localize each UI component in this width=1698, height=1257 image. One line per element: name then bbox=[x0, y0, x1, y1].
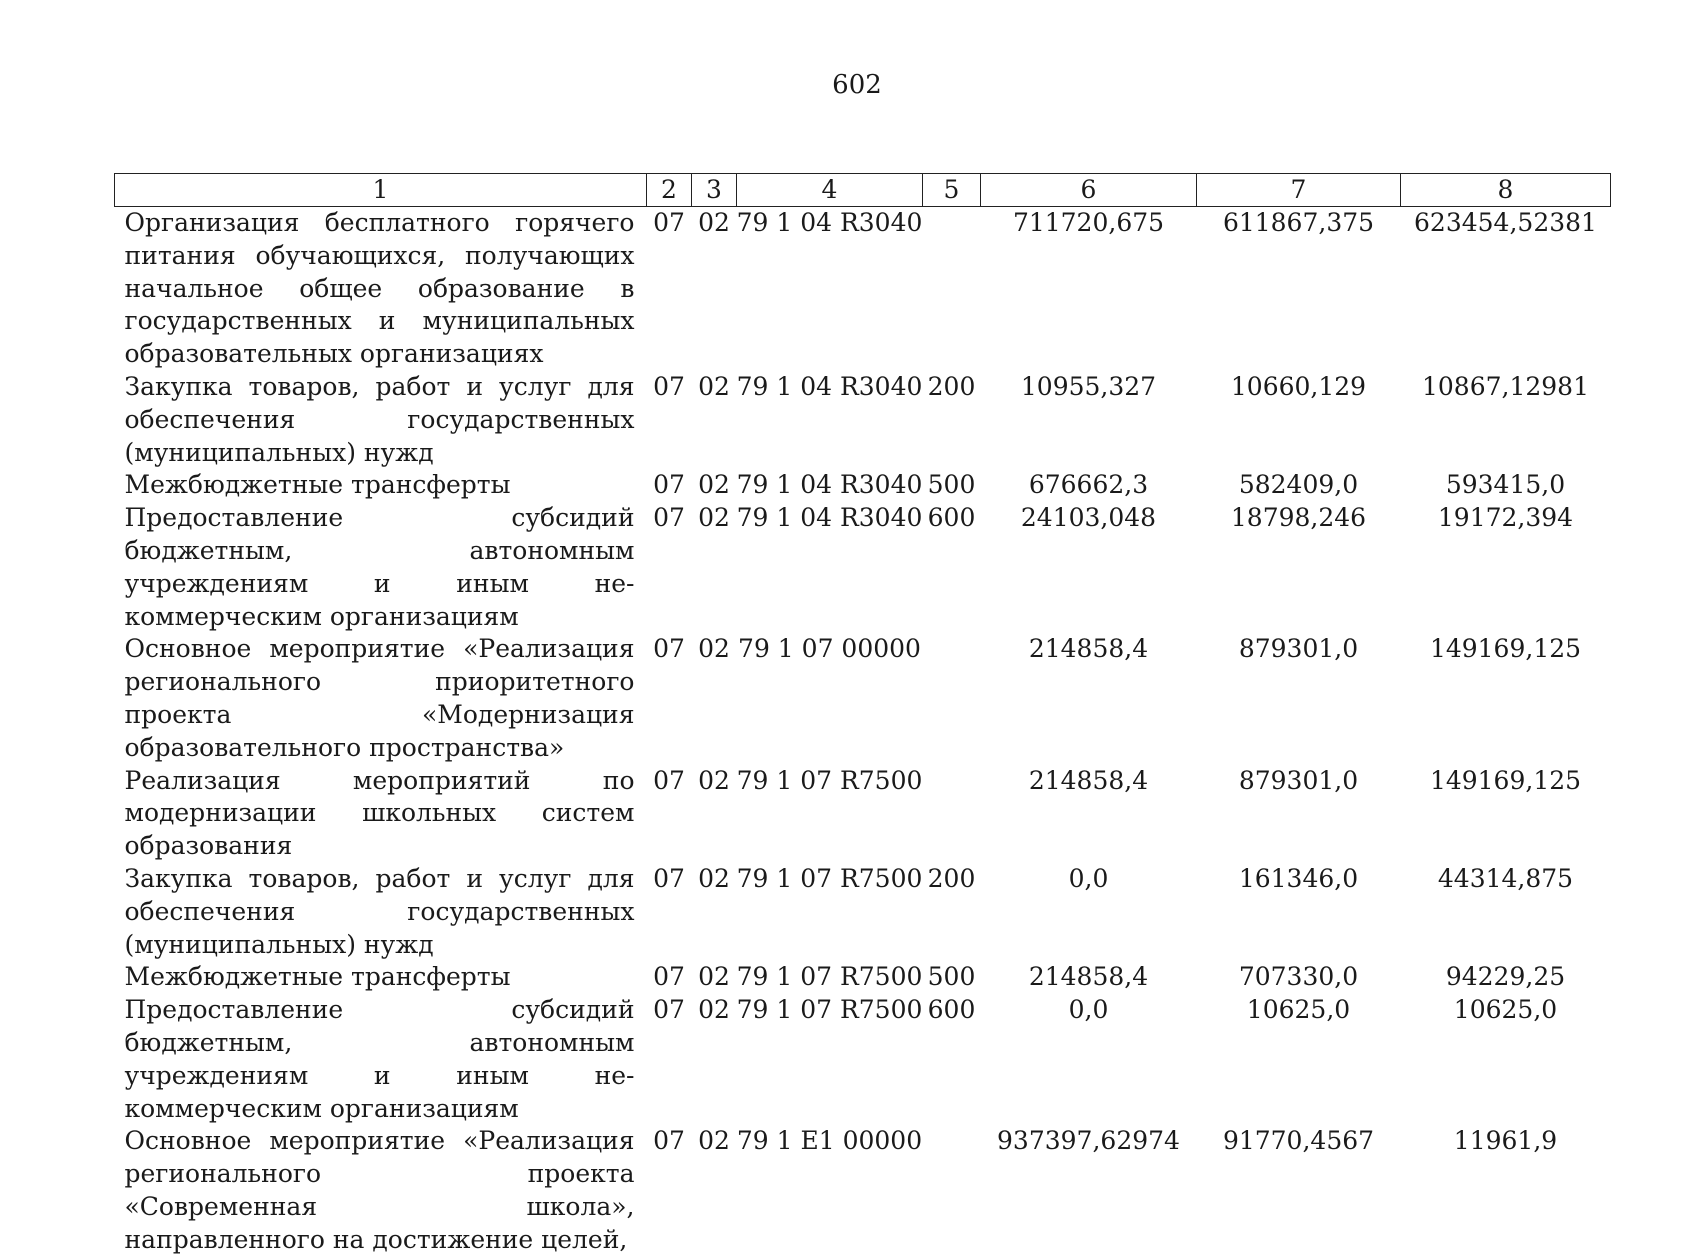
amount-col-6: 676662,3 bbox=[1028, 470, 1149, 500]
amount-col-7: 18798,246 bbox=[1230, 503, 1367, 533]
table-row bbox=[115, 469, 1611, 502]
amount-col-8: 623454,52381 bbox=[1414, 208, 1597, 237]
amount-col-8: 94229,25 bbox=[1445, 962, 1566, 992]
subsection-code: 02 bbox=[698, 503, 730, 533]
section-code: 07 bbox=[653, 765, 685, 795]
row-name: Предоставление субсидий бюджетным, автономным учреждениям и иным некоммерческим организациям bbox=[124, 503, 635, 631]
amount-col-6: 711720,675 bbox=[1012, 208, 1165, 237]
section-code: 07 bbox=[653, 1126, 685, 1156]
amount-col-7: 10625,0 bbox=[1246, 995, 1351, 1025]
subsection-code: 02 bbox=[698, 470, 730, 500]
amount-col-7: 161346,0 bbox=[1238, 863, 1359, 893]
subsection-code: 02 bbox=[698, 995, 730, 1025]
amount-col-6: 214858,4 bbox=[1028, 765, 1149, 795]
subsection-code: 02 bbox=[698, 863, 730, 893]
section-code: 07 bbox=[653, 962, 685, 992]
page-number: 602 bbox=[832, 70, 882, 100]
amount-col-6: 10955,327 bbox=[1020, 371, 1157, 401]
amount-col-6: 214858,4 bbox=[1028, 634, 1149, 664]
target-article-code: 79 1 04 R3040 bbox=[736, 503, 923, 533]
table-row bbox=[115, 207, 1611, 371]
amount-col-8: 10625,0 bbox=[1453, 995, 1558, 1025]
target-article-code: 79 1 04 R3040 bbox=[736, 208, 923, 237]
section-code: 07 bbox=[653, 208, 685, 237]
expense-type-code: 600 bbox=[927, 503, 976, 533]
amount-col-8: 19172,394 bbox=[1437, 503, 1574, 533]
column-header: 3 bbox=[692, 174, 737, 207]
expense-type-code: 200 bbox=[927, 371, 976, 401]
expense-type-code: 600 bbox=[927, 995, 976, 1025]
amount-col-6: 24103,048 bbox=[1020, 503, 1157, 533]
amount-col-7: 879301,0 bbox=[1238, 634, 1359, 664]
row-name: Основное мероприятие «Реализация регионального приоритетного проекта «Модернизация образовательного пространства» bbox=[124, 634, 635, 762]
amount-col-7: 707330,0 bbox=[1238, 962, 1359, 992]
amount-col-8: 11961,9 bbox=[1453, 1126, 1558, 1156]
expense-type-code bbox=[923, 633, 981, 764]
row-name: Закупка товаров, работ и услуг для обеспечения государственных (муниципальных) нужд bbox=[124, 863, 635, 959]
section-code: 07 bbox=[653, 470, 685, 500]
target-article-code: 79 1 07 00000 bbox=[738, 634, 921, 664]
amount-col-8: 593415,0 bbox=[1445, 470, 1566, 500]
table-row bbox=[115, 765, 1611, 863]
amount-col-8: 149169,125 bbox=[1429, 765, 1582, 795]
row-name: Организация бесплатного горячего питания обучающихся, получающих начальное общее образование в государственных и муниципальных образовательных организациях bbox=[124, 208, 635, 369]
amount-col-7: 582409,0 bbox=[1238, 470, 1359, 500]
expense-type-code: 200 bbox=[927, 863, 976, 893]
column-header: 1 bbox=[115, 174, 647, 207]
subsection-code: 02 bbox=[698, 765, 730, 795]
section-code: 07 bbox=[653, 634, 685, 664]
subsection-code: 02 bbox=[698, 208, 730, 237]
subsection-code: 02 bbox=[698, 371, 730, 401]
section-code: 07 bbox=[653, 503, 685, 533]
amount-col-8: 149169,125 bbox=[1429, 634, 1582, 664]
table-row bbox=[115, 1125, 1611, 1256]
row-name: Межбюджетные трансферты bbox=[124, 470, 511, 500]
target-article-code: 79 1 07 R7500 bbox=[736, 765, 923, 795]
target-article-code: 79 1 E1 00000 bbox=[736, 1126, 923, 1156]
amount-col-8: 44314,875 bbox=[1437, 863, 1574, 893]
table-row bbox=[115, 633, 1611, 764]
section-code: 07 bbox=[653, 371, 685, 401]
row-name: Межбюджетные трансферты bbox=[124, 962, 511, 992]
amount-col-7: 611867,375 bbox=[1222, 208, 1375, 237]
amount-col-7: 91770,4567 bbox=[1222, 1126, 1375, 1156]
amount-col-8: 10867,12981 bbox=[1421, 371, 1589, 401]
target-article-code: 79 1 07 R7500 bbox=[736, 962, 923, 992]
row-name: Предоставление субсидий бюджетным, автономным учреждениям и иным некоммерческим организациям bbox=[124, 995, 635, 1123]
section-code: 07 bbox=[653, 863, 685, 893]
subsection-code: 02 bbox=[698, 634, 730, 664]
column-header: 4 bbox=[737, 174, 923, 207]
header-row bbox=[115, 174, 1611, 207]
target-article-code: 79 1 04 R3040 bbox=[736, 470, 923, 500]
target-article-code: 79 1 04 R3040 bbox=[736, 371, 923, 401]
column-header: 2 bbox=[647, 174, 692, 207]
target-article-code: 79 1 07 R7500 bbox=[736, 995, 923, 1025]
amount-col-7: 879301,0 bbox=[1238, 765, 1359, 795]
table-row bbox=[115, 961, 1611, 994]
column-header: 6 bbox=[981, 174, 1197, 207]
table-row bbox=[115, 994, 1611, 1125]
table-row bbox=[115, 371, 1611, 469]
amount-col-6: 0,0 bbox=[1068, 995, 1109, 1025]
expense-type-code bbox=[923, 1125, 981, 1256]
column-header: 5 bbox=[923, 174, 981, 207]
expense-type-code: 500 bbox=[927, 470, 976, 500]
amount-col-6: 214858,4 bbox=[1028, 962, 1149, 992]
budget-table bbox=[114, 173, 1611, 1257]
amount-col-6: 0,0 bbox=[1068, 863, 1109, 893]
row-name: Основное мероприятие «Реализация регионального проекта «Современная школа», направленного на достижение целей, bbox=[124, 1126, 635, 1254]
row-name: Реализация мероприятий по модернизации школьных систем образования bbox=[124, 765, 635, 861]
amount-col-6: 937397,62974 bbox=[997, 1126, 1180, 1156]
column-header: 7 bbox=[1197, 174, 1401, 207]
subsection-code: 02 bbox=[698, 1126, 730, 1156]
table-row bbox=[115, 863, 1611, 961]
expense-type-code bbox=[923, 765, 981, 863]
amount-col-7: 10660,129 bbox=[1230, 371, 1367, 401]
subsection-code: 02 bbox=[698, 962, 730, 992]
column-header: 8 bbox=[1401, 174, 1611, 207]
row-name: Закупка товаров, работ и услуг для обеспечения государственных (муниципальных) нужд bbox=[124, 371, 635, 467]
expense-type-code: 500 bbox=[927, 962, 976, 992]
section-code: 07 bbox=[653, 995, 685, 1025]
target-article-code: 79 1 07 R7500 bbox=[736, 863, 923, 893]
table-row bbox=[115, 502, 1611, 633]
expense-type-code bbox=[923, 207, 981, 371]
